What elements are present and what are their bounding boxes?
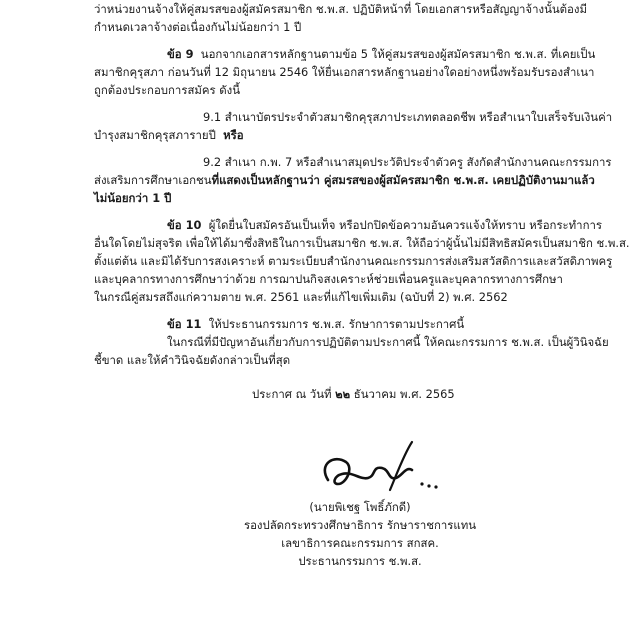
item-9-2-line-3: ไม่น้อยกว่า 1 ปี (94, 191, 172, 205)
article-9-line-3: ถูกต้องประกอบการสมัคร ดังนี้ (94, 83, 241, 97)
article-10-line-5: ในกรณีคู่สมรสถึงแก่ความตาย พ.ศ. 2561 และที่แก้ไขเพิ่มเติม (ฉบับที่ 2) พ.ศ. 2562 (94, 290, 508, 304)
announcement-month-year: ธันวาคม พ.ศ. 2565 (353, 387, 455, 401)
article-10-number: ข้อ 10 (167, 218, 202, 232)
article-11-number: ข้อ 11 (167, 317, 202, 331)
article-10-line-4: และบุคลากรทางการศึกษาว่าด้วย การฌาปนกิจสงเคราะห์ช่วยเพื่อนครูและบุคลากรทางการศึกษา (94, 272, 563, 286)
item-9-1-line-1: 9.1 สำเนาบัตรประจำตัวสมาชิกคุรุสภาประเภทตลอดชีพ หรือสำเนาใบเสร็จรับเงินค่า (203, 110, 613, 124)
article-10-line-3: ตั้งแต่ต้น และมิได้รับการสงเคราะห์ ตามระเบียบสำนักงานคณะกรรมการส่งเสริมสวัสดิการและสวัสดิภาพครู (94, 254, 613, 268)
para-cont-line-2: กำหนดเวลาจ้างต่อเนื่องกันไม่น้อยกว่า 1 ปี (94, 20, 302, 34)
article-9-line-1 (167, 47, 595, 61)
article-9-number: ข้อ 9 (167, 47, 194, 61)
item-9-2-line-1: 9.2 สำเนา ก.พ. 7 หรือสำเนาสมุดประวัติประจำตัวครู สังกัดสำนักงานคณะกรรมการ (203, 155, 612, 169)
announcement-prefix: ประกาศ ณ วันที่ (252, 387, 332, 401)
article-9-line-2: สมาชิกคุรุสภา ก่อนวันที่ 12 มิถุนายน 2546 ให้ยื่นเอกสารหลักฐานอย่างใดอย่างหนึ่งพร้อมรับรองสำเนา (94, 65, 595, 79)
signer-title-2: เลขาธิการคณะกรรมการ สกสค. (281, 536, 439, 550)
handwritten-signature (312, 440, 452, 500)
para-cont-line-1: ว่าหน่วยงานจ้างให้คู่สมรสของผู้สมัครสมาชิก ช.พ.ส. ปฏิบัติหน้าที่ โดยเอกสารหรือสัญญาจ้างนั้นต้องมี (94, 2, 587, 16)
announcement-day: ๒๒ (335, 387, 351, 401)
article-9-text-1: นอกจากเอกสารหลักฐานตามข้อ 5 ให้คู่สมรสของผู้สมัครสมาชิก ช.พ.ส. ที่เคยเป็น (200, 47, 596, 61)
item-9-1-text: บำรุงสมาชิกคุรุสภารายปี (94, 128, 216, 142)
article-11-line-2: ในกรณีที่มีปัญหาอันเกี่ยวกับการปฏิบัติตามประกาศนี้ ให้คณะกรรมการ ช.พ.ส. เป็นผู้วินิจฉัย (167, 335, 609, 349)
signer-name: (นายพิเชฐ โพธิ์ภักดี) (309, 500, 411, 514)
article-10-text-1: ผู้ใดยื่นใบสมัครอันเป็นเท็จ หรือปกปิดข้อความอันควรแจ้งให้ทราบ หรือกระทำการ (208, 218, 602, 232)
item-9-2-bold: ที่แสดงเป็นหลักฐานว่า คู่สมรสของผู้สมัครสมาชิก ช.พ.ส. เคยปฏิบัติงานมาแล้ว (211, 173, 595, 187)
article-11-text-1: ให้ประธานกรรมการ ช.พ.ส. รักษาการตามประกาศนี้ (208, 317, 465, 331)
article-10-line-1 (167, 218, 602, 232)
article-11-line-1 (167, 317, 464, 331)
article-10-line-2: อื่นใดโดยไม่สุจริต เพื่อให้ได้มาซึ่งสิทธิในการเป็นสมาชิก ช.พ.ส. ให้ถือว่าผู้นั้นไม่มีสิทธิสมัครเป็นสมาชิก ช.พ.ส. (94, 236, 630, 250)
signer-title-1: รองปลัดกระทรวงศึกษาธิการ รักษาราชการแทน (243, 518, 477, 532)
signer-title-3: ประธานกรรมการ ช.พ.ส. (298, 554, 422, 568)
item-9-1-or: หรือ (223, 128, 244, 142)
announcement-date (252, 387, 455, 401)
item-9-2-line-2 (94, 173, 595, 187)
item-9-2-text: ส่งเสริมการศึกษาเอกชน (94, 173, 212, 187)
article-11-line-3: ชี้ขาด และให้คำวินิจฉัยดังกล่าวเป็นที่สุด (94, 353, 291, 367)
item-9-1-line-2 (94, 128, 244, 142)
